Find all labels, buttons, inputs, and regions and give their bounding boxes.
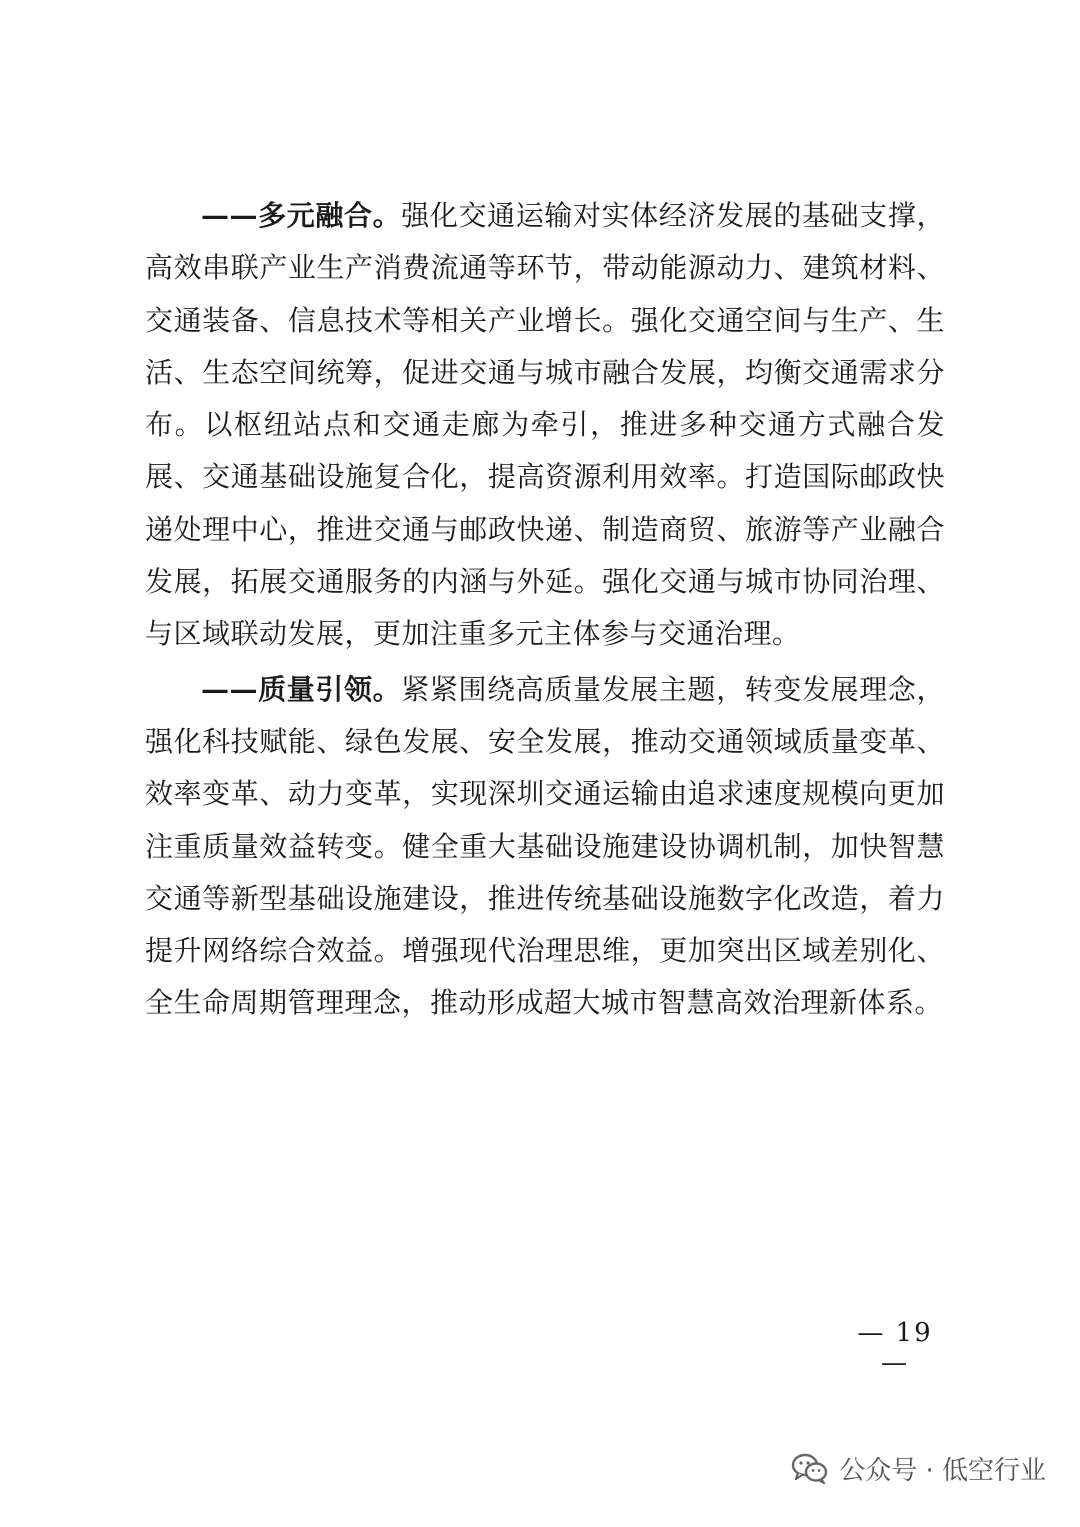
page-number: — 19 — [857, 1318, 933, 1378]
paragraph-quality-leading [145, 664, 945, 1030]
document-body [145, 190, 945, 1033]
paragraph-text: 紧紧围绕高质量发展主题，转变发展理念，强化科技赋能、绿色发展、安全发展，推动交通领域质量变革、效率变革、动力变革，实现深圳交通运输由追求速度规模向更加注重质量效益转变。健全重大基础设施建设协调机制，加快智慧交通等新型基础设施建设，推进传统基础设施数字化改造，着力提升网络综合效益。增强现代治理思维，更加突出区域差别化、全生命周期管理理念，推动形成超大城市智慧高效治理新体系。 [145, 672, 945, 1020]
paragraph-text: 强化交通运输对实体经济发展的基础支撑，高效串联产业生产消费流通等环节，带动能源动力、建筑材料、交通装备、信息技术等相关产业增长。强化交通空间与生产、生活、生态空间统筹，促进交通与城市融合发展，均衡交通需求分布。以枢纽站点和交通走廊为牵引，推进多种交通方式融合发展、交通基础设施复合化，提高资源利用效率。打造国际邮政快递处理中心，推进交通与邮政快递、制造商贸、旅游等产业融合发展，拓展交通服务的内涵与外延。强化交通与城市协同治理、与区域联动发展，更加注重多元主体参与交通治理。 [145, 199, 945, 651]
watermark-text: 公众号 · 低空行业 [839, 1456, 1046, 1486]
wechat-watermark [791, 1450, 1046, 1487]
paragraph-heading: ——质量引领。 [201, 672, 402, 706]
paragraph-heading: ——多元融合。 [201, 199, 402, 232]
wechat-icon [791, 1452, 829, 1486]
paragraph-multi-integration [145, 190, 945, 661]
